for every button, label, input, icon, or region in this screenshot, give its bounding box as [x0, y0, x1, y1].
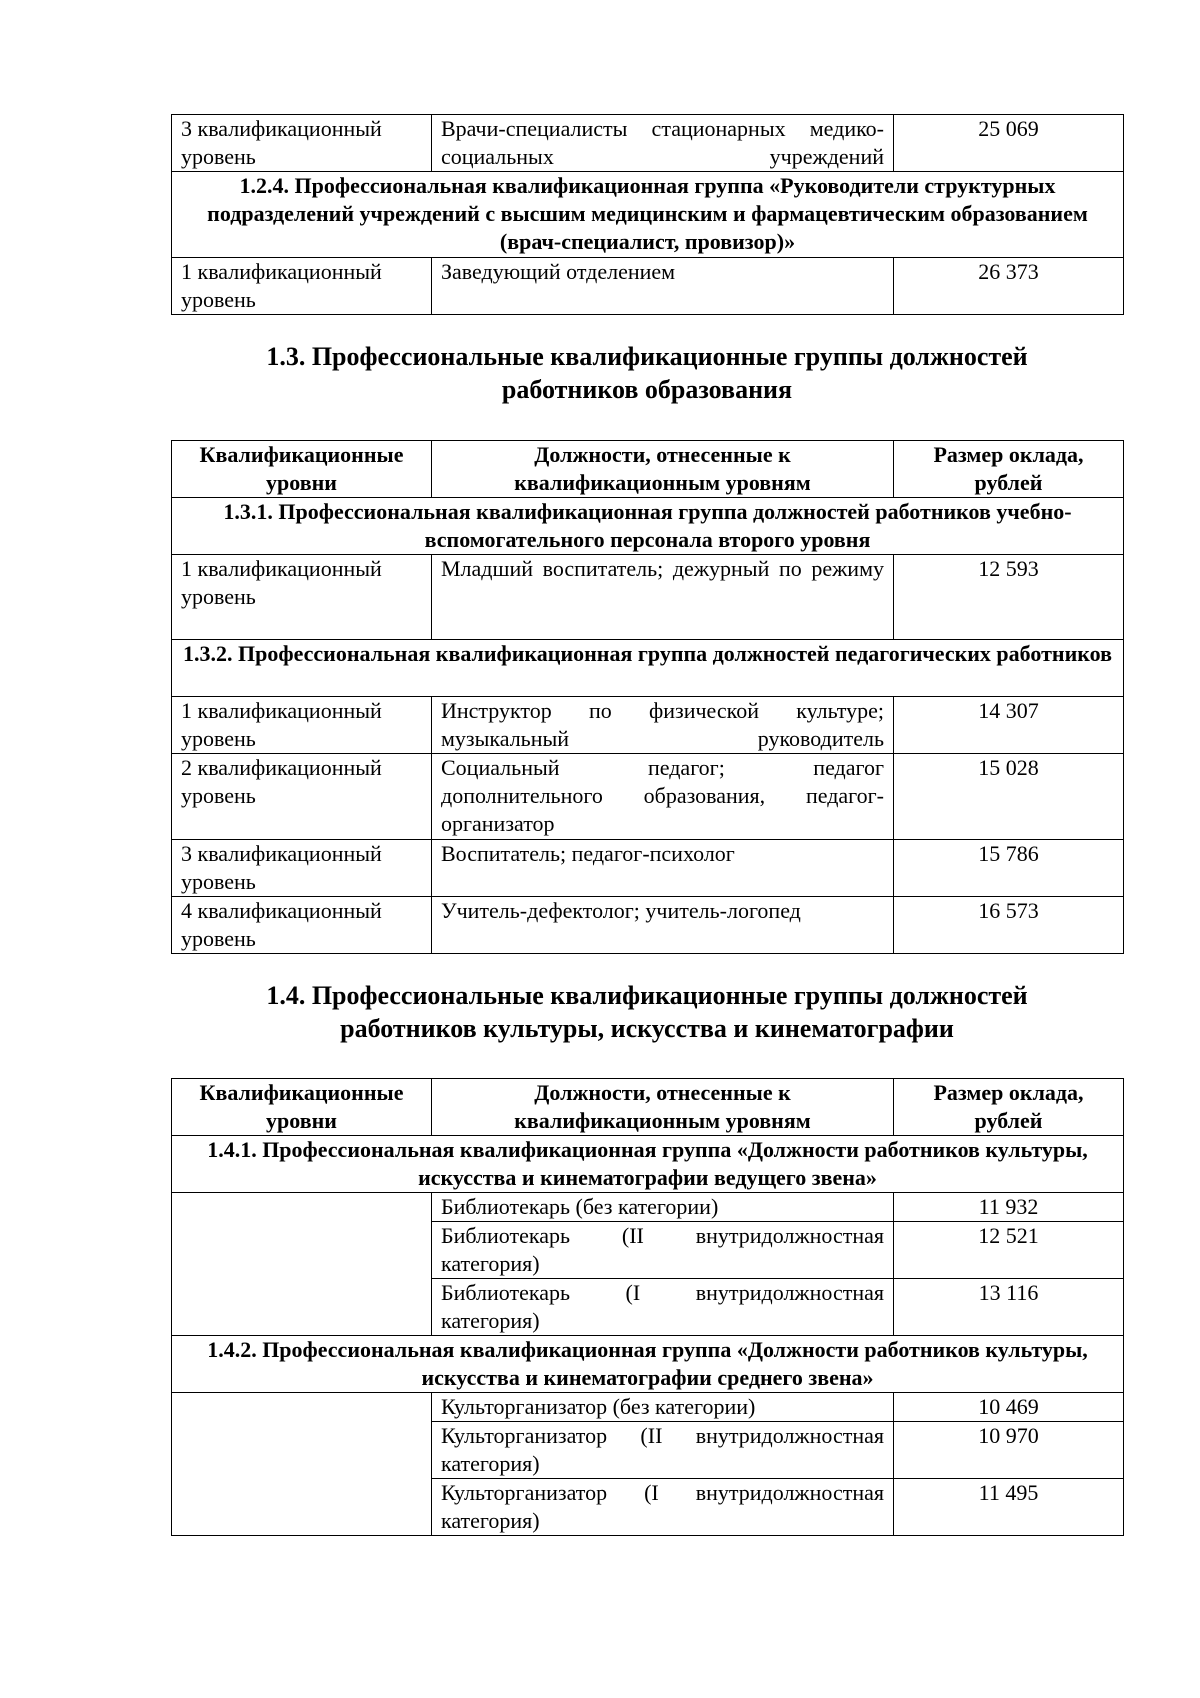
- column-header-salary: Размер оклада, рублей: [894, 1079, 1124, 1136]
- group-header-row: [172, 640, 1124, 697]
- position-cell: Инструктор по физической культуре; музыкальный руководитель: [432, 697, 894, 754]
- group-title-1-4-1: 1.4.1. Профессиональная квалификационная группа «Должности работников культуры, искусства и кинематографии ведущего звена»: [172, 1136, 1124, 1193]
- level-cell-empty: [172, 1393, 432, 1536]
- salary-cell: 15 786: [894, 840, 1124, 897]
- table-row: [172, 258, 1124, 315]
- salary-cell: 16 573: [894, 897, 1124, 954]
- salary-cell: 10 469: [894, 1393, 1124, 1422]
- level-cell: 4 квалификационный уровень: [172, 897, 432, 954]
- group-title-1-2-4: 1.2.4. Профессиональная квалификационная группа «Руководители структурных подразделений учреждений с высшим медицинским и фармацевтическим образованием (врач-специалист, провизор)»: [172, 172, 1124, 258]
- position-cell: Воспитатель; педагог-психолог: [432, 840, 894, 897]
- table-row: [172, 1393, 1124, 1422]
- table-header-row: [172, 441, 1124, 498]
- table-culture: [171, 1078, 1124, 1536]
- column-header-levels: Квалификационные уровни: [172, 1079, 432, 1136]
- group-title-1-3-2: 1.3.2. Профессиональная квалификационная группа должностей педагогических работников: [172, 640, 1124, 697]
- document-page: [171, 114, 1123, 1536]
- level-cell: 3 квалификационный уровень: [172, 115, 432, 172]
- salary-cell: 14 307: [894, 697, 1124, 754]
- salary-cell: 11 495: [894, 1479, 1124, 1536]
- column-header-positions: Должности, отнесенные к квалификационным уровням: [432, 441, 894, 498]
- position-cell: Врачи-специалисты стационарных медико-социальных учреждений: [432, 115, 894, 172]
- salary-cell: 13 116: [894, 1279, 1124, 1336]
- level-cell: 1 квалификационный уровень: [172, 555, 432, 640]
- salary-cell: 25 069: [894, 115, 1124, 172]
- salary-cell: 12 521: [894, 1222, 1124, 1279]
- group-title-1-4-2: 1.4.2. Профессиональная квалификационная группа «Должности работников культуры, искусства и кинематографии среднего звена»: [172, 1336, 1124, 1393]
- position-cell: Культорганизатор (II внутридолжностная категория): [432, 1422, 894, 1479]
- level-cell: 2 квалификационный уровень: [172, 754, 432, 840]
- position-cell: Библиотекарь (без категории): [432, 1193, 894, 1222]
- table-medical-continuation: [171, 114, 1124, 315]
- table-education: [171, 440, 1124, 954]
- section-title-1-4: 1.4. Профессиональные квалификационные группы должностей работников культуры, искусства и кинематографии: [266, 981, 1028, 1043]
- position-cell: Библиотекарь (I внутридолжностная категория): [432, 1279, 894, 1336]
- group-header-row: [172, 172, 1124, 258]
- table-row: [172, 840, 1124, 897]
- column-header-levels: Квалификационные уровни: [172, 441, 432, 498]
- position-cell: Заведующий отделением: [432, 258, 894, 315]
- table-row: [172, 754, 1124, 840]
- salary-cell: 11 932: [894, 1193, 1124, 1222]
- level-cell: 1 квалификационный уровень: [172, 258, 432, 315]
- position-cell: Библиотекарь (II внутридолжностная категория): [432, 1222, 894, 1279]
- section-title-1-3: 1.3. Профессиональные квалификационные группы должностей работников образования: [266, 342, 1028, 404]
- table-row: [172, 115, 1124, 172]
- table-row: [172, 897, 1124, 954]
- salary-cell: 15 028: [894, 754, 1124, 840]
- salary-cell: 10 970: [894, 1422, 1124, 1479]
- level-cell: 3 квалификационный уровень: [172, 840, 432, 897]
- position-cell: Учитель-дефектолог; учитель-логопед: [432, 897, 894, 954]
- level-cell-empty: [172, 1193, 432, 1336]
- table-row: [172, 555, 1124, 640]
- salary-cell: 12 593: [894, 555, 1124, 640]
- group-header-row: [172, 1136, 1124, 1193]
- group-header-row: [172, 1336, 1124, 1393]
- table-row: [172, 697, 1124, 754]
- column-header-salary: Размер оклада, рублей: [894, 441, 1124, 498]
- salary-cell: 26 373: [894, 258, 1124, 315]
- table-row: [172, 1193, 1124, 1222]
- position-cell: Социальный педагог; педагог дополнительного образования, педагог-организатор: [432, 754, 894, 840]
- group-header-row: [172, 498, 1124, 555]
- table-header-row: [172, 1079, 1124, 1136]
- level-cell: 1 квалификационный уровень: [172, 697, 432, 754]
- column-header-positions: Должности, отнесенные к квалификационным уровням: [432, 1079, 894, 1136]
- group-title-1-3-1: 1.3.1. Профессиональная квалификационная группа должностей работников учебно-вспомогательного персонала второго уровня: [172, 498, 1124, 555]
- position-cell: Младший воспитатель; дежурный по режиму: [432, 555, 894, 640]
- position-cell: Культорганизатор (без категории): [432, 1393, 894, 1422]
- position-cell: Культорганизатор (I внутридолжностная категория): [432, 1479, 894, 1536]
